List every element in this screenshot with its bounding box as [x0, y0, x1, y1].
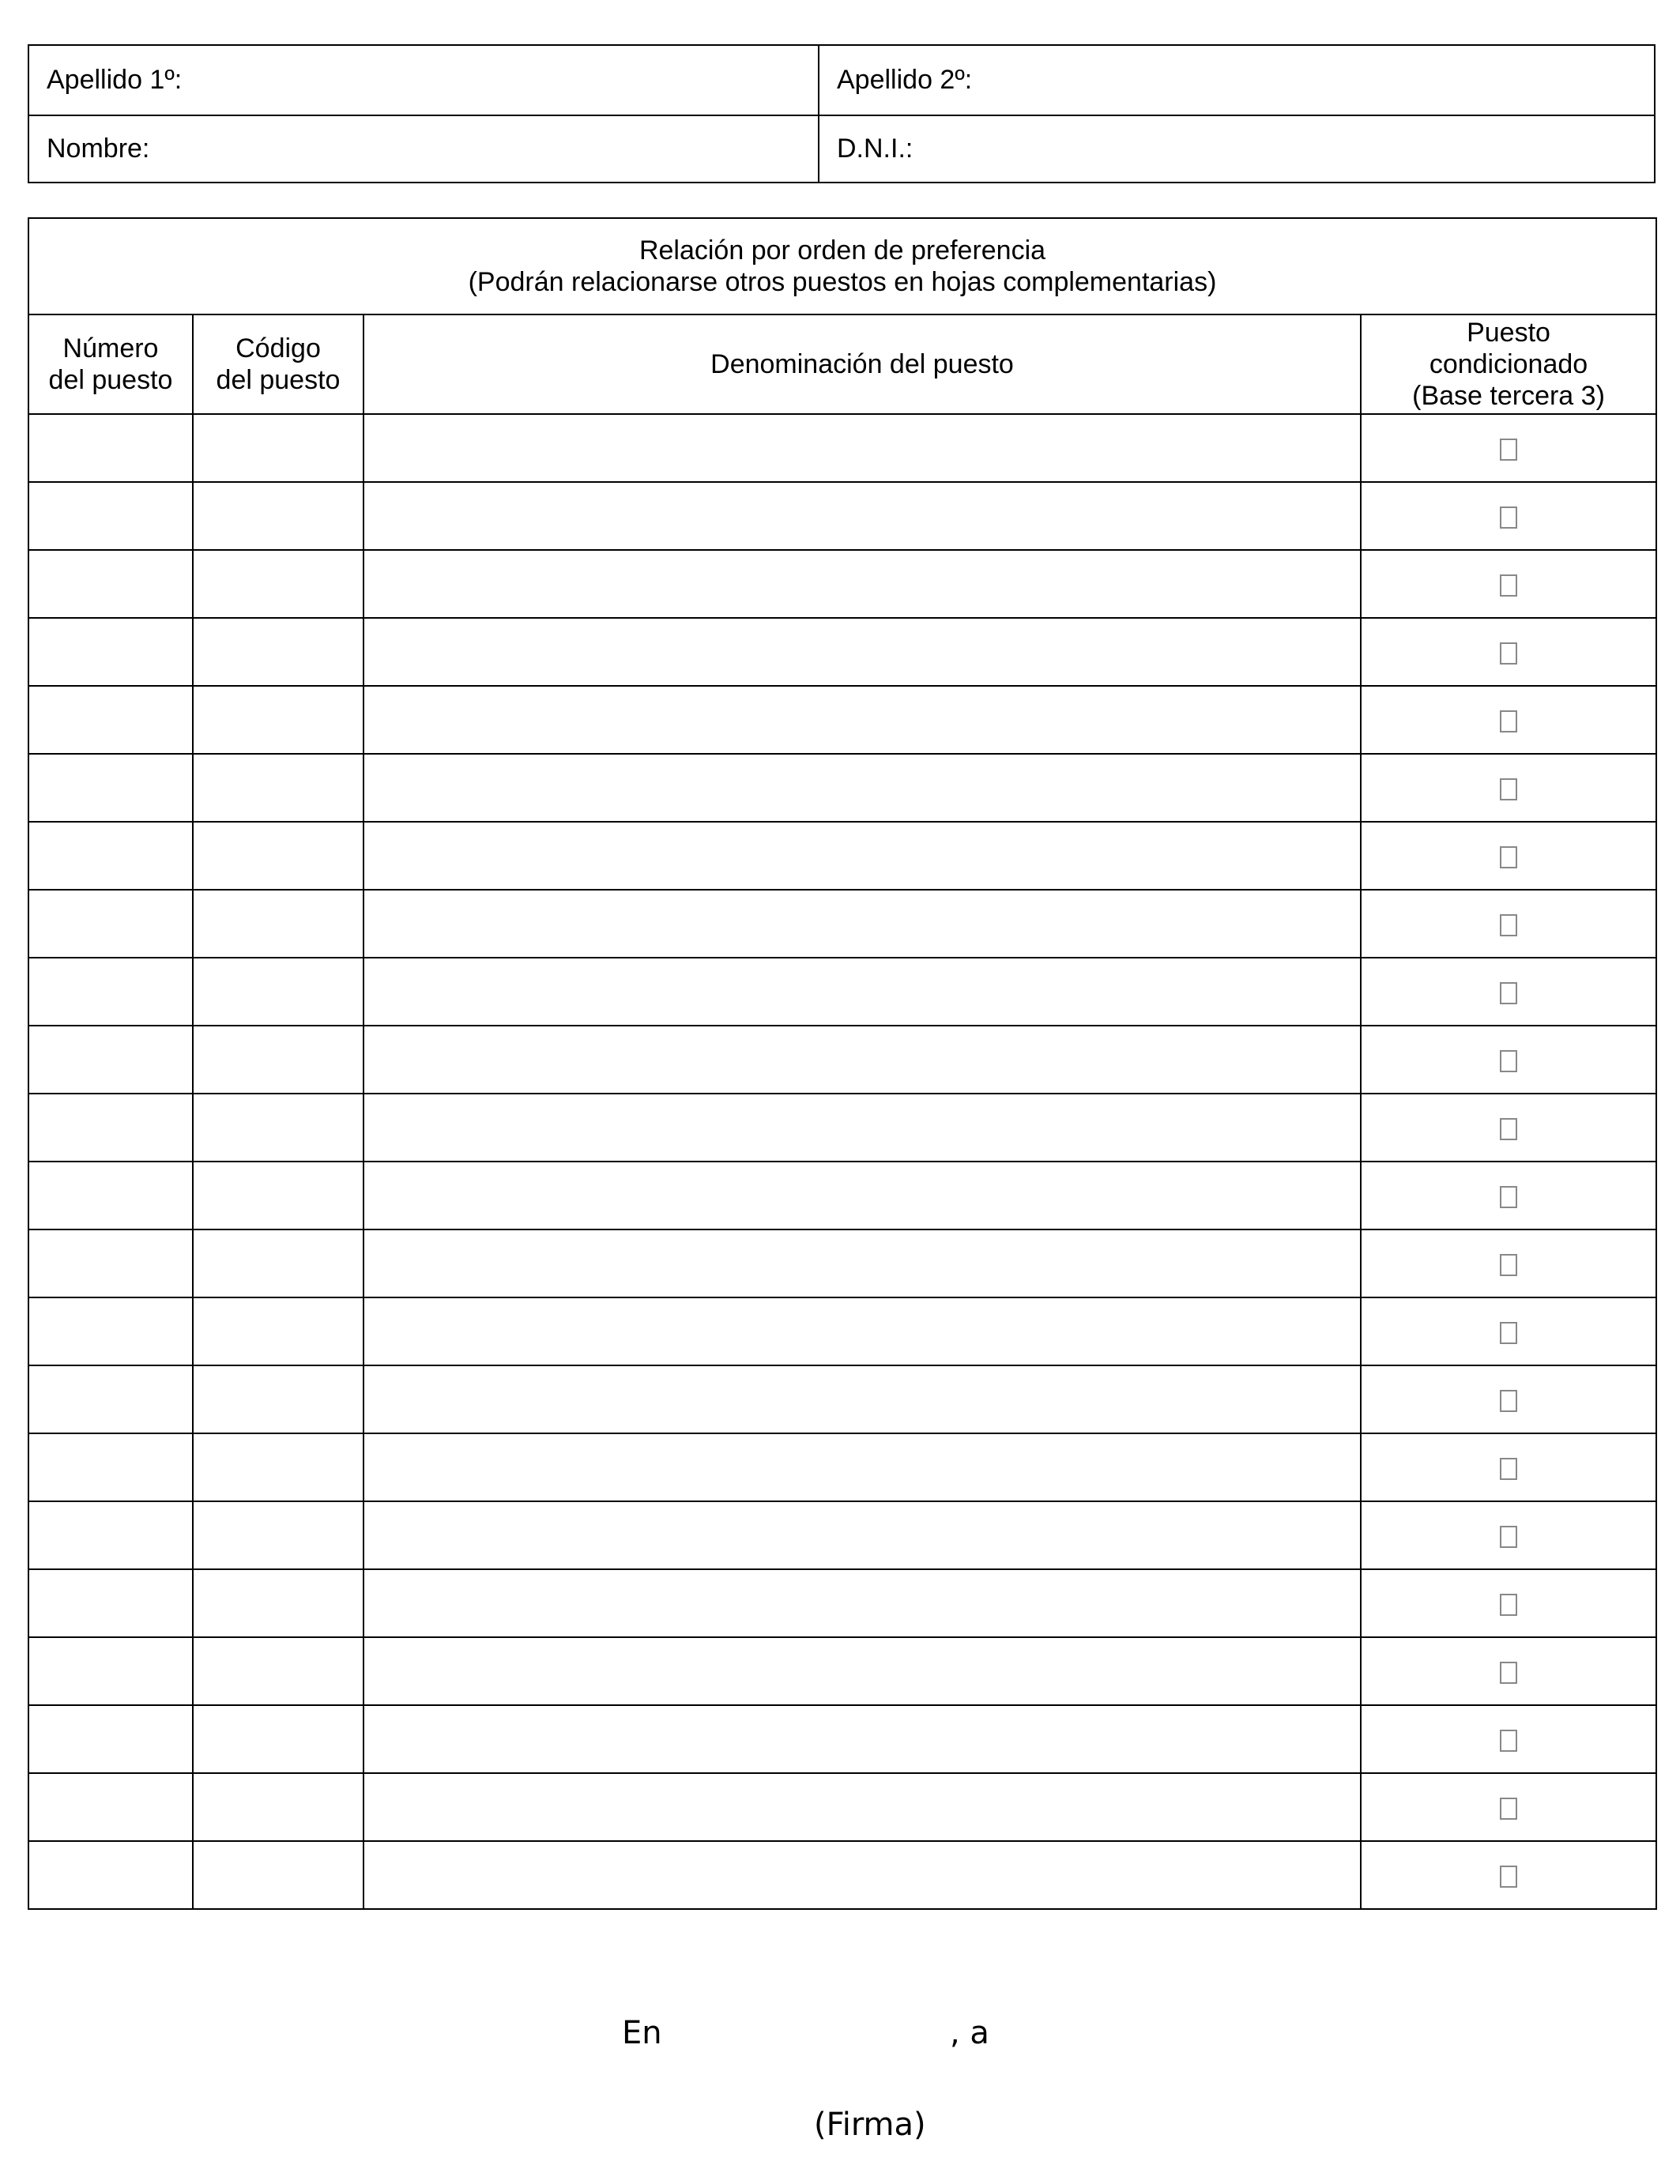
preferences-table	[28, 217, 1657, 1910]
numero-cell[interactable]	[28, 754, 193, 822]
condicionado-cell	[1361, 754, 1656, 822]
numero-cell[interactable]	[28, 686, 193, 754]
place-a-label: , a	[950, 2015, 989, 2051]
condicionado-cell	[1361, 1773, 1656, 1841]
table-row	[28, 1569, 1656, 1637]
numero-cell[interactable]	[28, 890, 193, 958]
codigo-cell[interactable]	[193, 1094, 363, 1162]
header-codigo-line1: Código	[235, 333, 321, 363]
condicionado-checkbox[interactable]	[1500, 1186, 1517, 1208]
condicionado-cell	[1361, 1705, 1656, 1773]
table-row	[28, 1026, 1656, 1094]
numero-cell[interactable]	[28, 1026, 193, 1094]
codigo-cell[interactable]	[193, 618, 363, 686]
dni-label: D.N.I.:	[837, 134, 913, 164]
personal-data-box	[28, 44, 1656, 183]
header-condicionado	[1361, 314, 1656, 414]
numero-cell[interactable]	[28, 1841, 193, 1909]
condicionado-cell	[1361, 618, 1656, 686]
condicionado-cell	[1361, 822, 1656, 890]
numero-cell[interactable]	[28, 1433, 193, 1501]
codigo-cell[interactable]	[193, 550, 363, 618]
condicionado-checkbox[interactable]	[1500, 1458, 1517, 1480]
dni-field[interactable]	[818, 115, 1654, 182]
codigo-cell[interactable]	[193, 1637, 363, 1705]
codigo-cell[interactable]	[193, 1433, 363, 1501]
condicionado-cell	[1361, 1297, 1656, 1365]
table-row	[28, 1297, 1656, 1365]
numero-cell[interactable]	[28, 1297, 193, 1365]
denominacion-cell[interactable]	[363, 550, 1361, 618]
table-row	[28, 1705, 1656, 1773]
codigo-cell[interactable]	[193, 1705, 363, 1773]
codigo-cell[interactable]	[193, 1229, 363, 1297]
table-row	[28, 1162, 1656, 1229]
denominacion-cell[interactable]	[363, 1365, 1361, 1433]
numero-cell[interactable]	[28, 1569, 193, 1637]
condicionado-cell	[1361, 1229, 1656, 1297]
codigo-cell[interactable]	[193, 686, 363, 754]
header-numero-line1: Número	[62, 333, 159, 363]
codigo-cell[interactable]	[193, 1365, 363, 1433]
numero-cell[interactable]	[28, 482, 193, 550]
table-row	[28, 686, 1656, 754]
condicionado-checkbox[interactable]	[1500, 1866, 1517, 1888]
apellido2-field[interactable]	[818, 46, 1654, 115]
denominacion-cell[interactable]	[363, 1841, 1361, 1909]
header-codigo	[193, 314, 363, 414]
condicionado-checkbox[interactable]	[1500, 1322, 1517, 1344]
header-codigo-line2: del puesto	[216, 365, 341, 395]
condicionado-cell	[1361, 1501, 1656, 1569]
condicionado-checkbox[interactable]	[1500, 1594, 1517, 1616]
numero-cell[interactable]	[28, 550, 193, 618]
nombre-field[interactable]	[29, 115, 818, 182]
codigo-cell[interactable]	[193, 1026, 363, 1094]
condicionado-cell	[1361, 1841, 1656, 1909]
firma-label: (Firma)	[814, 2107, 926, 2143]
denominacion-cell[interactable]	[363, 1705, 1361, 1773]
numero-cell[interactable]	[28, 618, 193, 686]
table-row	[28, 550, 1656, 618]
apellido1-label: Apellido 1º:	[47, 65, 183, 95]
table-row	[28, 1637, 1656, 1705]
table-row	[28, 1433, 1656, 1501]
codigo-cell[interactable]	[193, 482, 363, 550]
preferences-body	[28, 414, 1656, 1909]
denominacion-cell[interactable]	[363, 1501, 1361, 1569]
denominacion-cell[interactable]	[363, 686, 1361, 754]
codigo-cell[interactable]	[193, 414, 363, 482]
condicionado-checkbox[interactable]	[1500, 1526, 1517, 1548]
table-row	[28, 1094, 1656, 1162]
denominacion-cell[interactable]	[363, 1637, 1361, 1705]
numero-cell[interactable]	[28, 1229, 193, 1297]
condicionado-cell	[1361, 482, 1656, 550]
condicionado-checkbox[interactable]	[1500, 914, 1517, 936]
condicionado-cell	[1361, 1569, 1656, 1637]
condicionado-checkbox[interactable]	[1500, 642, 1517, 665]
header-condicionado-line2: condicionado	[1429, 349, 1588, 379]
condicionado-checkbox[interactable]	[1500, 1390, 1517, 1412]
codigo-cell[interactable]	[193, 890, 363, 958]
denominacion-cell[interactable]	[363, 618, 1361, 686]
codigo-cell[interactable]	[193, 1501, 363, 1569]
table-row	[28, 1841, 1656, 1909]
header-condicionado-line3: (Base tercera 3)	[1412, 381, 1605, 411]
condicionado-cell	[1361, 1433, 1656, 1501]
condicionado-checkbox[interactable]	[1500, 1254, 1517, 1276]
caption-line-2: (Podrán relacionarse otros puestos en hojas complementarias)	[468, 267, 1217, 297]
nombre-label: Nombre:	[47, 134, 150, 164]
header-numero	[28, 314, 193, 414]
condicionado-checkbox[interactable]	[1500, 574, 1517, 597]
condicionado-checkbox[interactable]	[1500, 778, 1517, 800]
denominacion-cell[interactable]	[363, 1229, 1361, 1297]
codigo-cell[interactable]	[193, 958, 363, 1026]
denominacion-cell[interactable]	[363, 414, 1361, 482]
numero-cell[interactable]	[28, 958, 193, 1026]
header-denominacion-text: Denominación del puesto	[710, 349, 1014, 379]
numero-cell[interactable]	[28, 414, 193, 482]
numero-cell[interactable]	[28, 1637, 193, 1705]
numero-cell[interactable]	[28, 1094, 193, 1162]
denominacion-cell[interactable]	[363, 1162, 1361, 1229]
table-row	[28, 754, 1656, 822]
table-row	[28, 414, 1656, 482]
numero-cell[interactable]	[28, 1501, 193, 1569]
condicionado-cell	[1361, 958, 1656, 1026]
denominacion-cell[interactable]	[363, 958, 1361, 1026]
condicionado-checkbox[interactable]	[1500, 1798, 1517, 1820]
denominacion-cell[interactable]	[363, 1297, 1361, 1365]
header-condicionado-line1: Puesto	[1467, 318, 1550, 348]
table-row	[28, 958, 1656, 1026]
table-row	[28, 890, 1656, 958]
header-denominacion	[363, 314, 1361, 414]
table-row	[28, 822, 1656, 890]
codigo-cell[interactable]	[193, 1773, 363, 1841]
apellido2-label: Apellido 2º:	[837, 65, 973, 95]
numero-cell[interactable]	[28, 1162, 193, 1229]
condicionado-cell	[1361, 1637, 1656, 1705]
codigo-cell[interactable]	[193, 1841, 363, 1909]
header-numero-line2: del puesto	[48, 365, 173, 395]
numero-cell[interactable]	[28, 1705, 193, 1773]
condicionado-checkbox[interactable]	[1500, 1662, 1517, 1684]
numero-cell[interactable]	[28, 1365, 193, 1433]
caption-line-1: Relación por orden de preferencia	[638, 235, 1046, 265]
table-row	[28, 618, 1656, 686]
table-row	[28, 1229, 1656, 1297]
table-row	[28, 1773, 1656, 1841]
denominacion-cell[interactable]	[363, 1773, 1361, 1841]
condicionado-cell	[1361, 414, 1656, 482]
condicionado-checkbox[interactable]	[1500, 506, 1517, 529]
denominacion-cell[interactable]	[363, 890, 1361, 958]
condicionado-cell	[1361, 1026, 1656, 1094]
condicionado-checkbox[interactable]	[1500, 982, 1517, 1004]
condicionado-checkbox[interactable]	[1500, 1730, 1517, 1752]
apellido1-field[interactable]	[29, 46, 818, 115]
condicionado-checkbox[interactable]	[1500, 1050, 1517, 1072]
codigo-cell[interactable]	[193, 822, 363, 890]
table-row	[28, 1501, 1656, 1569]
denominacion-cell[interactable]	[363, 1569, 1361, 1637]
condicionado-checkbox[interactable]	[1500, 439, 1517, 461]
table-row	[28, 1365, 1656, 1433]
codigo-cell[interactable]	[193, 1297, 363, 1365]
condicionado-checkbox[interactable]	[1500, 1118, 1517, 1140]
condicionado-checkbox[interactable]	[1500, 846, 1517, 868]
table-caption	[28, 218, 1656, 314]
table-row	[28, 482, 1656, 550]
condicionado-cell	[1361, 1094, 1656, 1162]
place-en-label: En	[622, 2015, 662, 2051]
condicionado-cell	[1361, 1162, 1656, 1229]
numero-cell[interactable]	[28, 1773, 193, 1841]
denominacion-cell[interactable]	[363, 1094, 1361, 1162]
denominacion-cell[interactable]	[363, 754, 1361, 822]
codigo-cell[interactable]	[193, 754, 363, 822]
numero-cell[interactable]	[28, 822, 193, 890]
codigo-cell[interactable]	[193, 1162, 363, 1229]
condicionado-cell	[1361, 550, 1656, 618]
condicionado-cell	[1361, 890, 1656, 958]
condicionado-cell	[1361, 1365, 1656, 1433]
denominacion-cell[interactable]	[363, 482, 1361, 550]
denominacion-cell[interactable]	[363, 1026, 1361, 1094]
condicionado-checkbox[interactable]	[1500, 710, 1517, 732]
denominacion-cell[interactable]	[363, 822, 1361, 890]
codigo-cell[interactable]	[193, 1569, 363, 1637]
denominacion-cell[interactable]	[363, 1433, 1361, 1501]
condicionado-cell	[1361, 686, 1656, 754]
